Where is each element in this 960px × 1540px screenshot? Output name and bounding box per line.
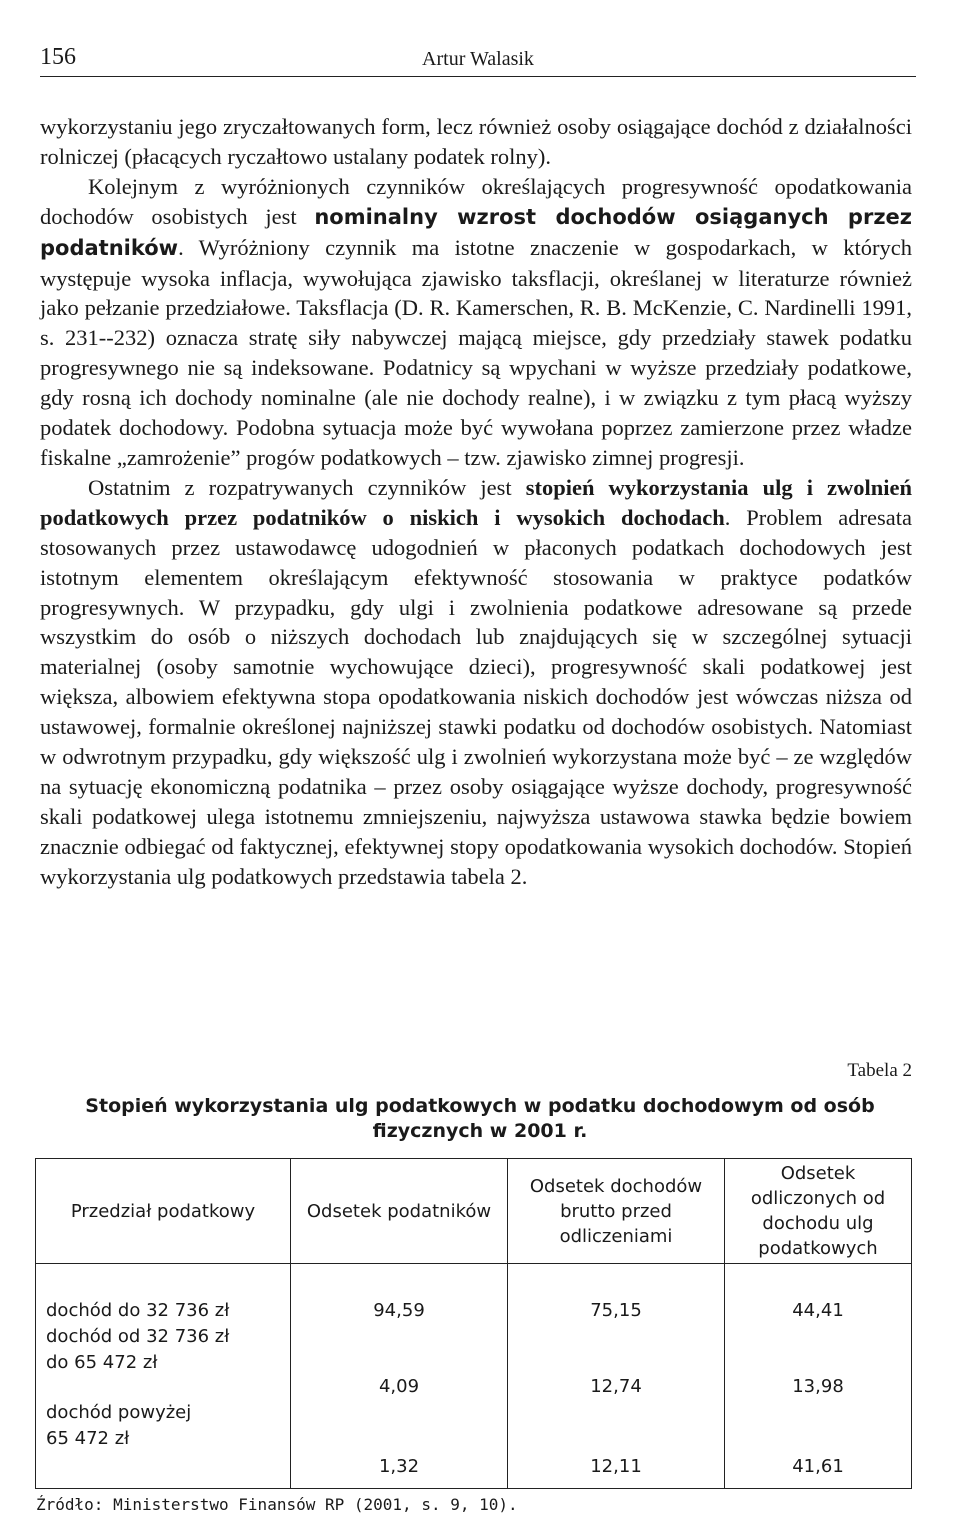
paragraph-3-emphasis: stopień wykorzystania ulg i zwolnień podatkowych przez podatników o niskich i wysokich dochodach — [40, 474, 913, 530]
table-cell: 12,11 — [508, 1400, 725, 1489]
table-label: Tabela 2 — [847, 1060, 912, 1081]
row-label-line: dochód od 32 736 zł — [46, 1326, 230, 1347]
paragraph-2-text-a: Kolejnym z wyróżnionych czynników określających progresywność opodatkowania dochodów osobistych jest — [40, 173, 912, 229]
table-cell: 94,59 — [291, 1264, 508, 1325]
page-header — [40, 40, 916, 77]
paragraph-3-text-b: . Problem adresata stosowanych przez ustawodawcę udogodnień w płaconych podatkach dochodowych jest istotnym elementem określającym efektywność stosowania w praktyce podatków progresywnych. W przypadku, gdy ulgi i zwolnienia podatkowe adresowane są przede wszystkim do osób o niższych dochodach lub znajdujących się w szczególnej sytuacji materialnej (osoby samotnie wychowujące dzieci), progresywność skali podatkowej jest większa, albowiem efektywna stopa opodatkowania niskich dochodów jest wówczas niższa od ustawowej, formalnie określonej najniższej stawki podatku od dochodów osobistych. Natomiast w odwrotnym przypadku, gdy większość ulg i zwolnień wykorzystana może być – ze względów na sytuację ekonomiczną podatnika – przez osoby osiągające wyższe dochody, progresywność skali podatkowej ulega istotnemu zmniejszeniu, najwyższa ustawowa stawka będzie bowiem znacznie odbiegać od faktycznej, efektywnej stopy opodatkowania wysokich dochodów. Stopień wykorzystania ulg podatkowych przedstawia tabela 2. — [40, 504, 912, 889]
row-label — [36, 1324, 291, 1400]
row-label: dochód do 32 736 zł — [36, 1264, 291, 1325]
paragraph-2-text-b: . Wyróżniony czynnik ma istotne znaczenie w gospodarkach, w których występuje wysoka inflacja, wywołująca zjawisko taksflacji, określanej w literaturze również jako pełzanie przedziałowe. Taksflacja (D. R. Kamerschen, R. B. McKenzie, C. Nardinelli 1991, s. 231--232) oznacza stratę siły nabywczej mającą miejsce, gdy przedziały stawek podatku progresywnego nie są indeksowane. Podatnicy są wpychani w wyższe przedziały podatkowe, gdy rosną ich dochody nominalne (ale nie dochody realne), i w związku z tym płacą wyższy podatek dochodowy. Podobna sytuacja może być wywołana poprzez zamierzone przez władze fiskalne „zamrożenie” progów podatkowych – tzw. zjawisko zimnej progresji. — [40, 234, 912, 470]
table-row — [36, 1400, 912, 1489]
table-header-row — [36, 1159, 912, 1264]
table-row — [36, 1264, 912, 1325]
table-cell: 13,98 — [725, 1324, 912, 1400]
row-label — [36, 1400, 291, 1489]
table-cell: 41,61 — [725, 1400, 912, 1489]
row-label-line: dochód powyżej — [46, 1402, 192, 1423]
table-cell: 44,41 — [725, 1264, 912, 1325]
row-label-line: do 65 472 zł — [46, 1352, 158, 1373]
paragraph-2-emphasis: nominalny wzrost dochodów osiąganych przez podatników — [40, 204, 913, 260]
paragraph-2 — [40, 172, 912, 473]
row-label-line: 65 472 zł — [46, 1428, 130, 1449]
paragraph-1: wykorzystaniu jego zryczałtowanych form, lecz również osoby osiągające dochód z działalności rolniczej (płacących ryczałtowo ustalany podatek rolny). — [40, 114, 912, 169]
table-cell: 12,74 — [508, 1324, 725, 1400]
table-cell: 4,09 — [291, 1324, 508, 1400]
table-source: Źródło: Ministerstwo Finansów RP (2001, s. 9, 10). — [36, 1495, 518, 1514]
column-header: Odsetek odliczonych od dochodu ulg podatkowych — [725, 1159, 912, 1264]
paragraph-3-text-a: Ostatnim z rozpatrywanych czynników jest — [88, 474, 512, 500]
column-header: Odsetek dochodów brutto przed odliczeniami — [508, 1159, 725, 1264]
table-cell: 1,32 — [291, 1400, 508, 1489]
table-cell: 75,15 — [508, 1264, 725, 1325]
table-row — [36, 1324, 912, 1400]
data-table — [35, 1158, 912, 1489]
paragraph-3 — [40, 473, 912, 892]
column-header: Przedział podatkowy — [36, 1159, 291, 1264]
body-text — [40, 112, 912, 892]
column-header: Odsetek podatników — [291, 1159, 508, 1264]
page-number: 156 — [40, 44, 76, 70]
running-head: Artur Walasik — [422, 48, 534, 70]
table-title: Stopień wykorzystania ulg podatkowych w podatku dochodowym od osób fizycznych w 2001 r. — [85, 1095, 875, 1142]
